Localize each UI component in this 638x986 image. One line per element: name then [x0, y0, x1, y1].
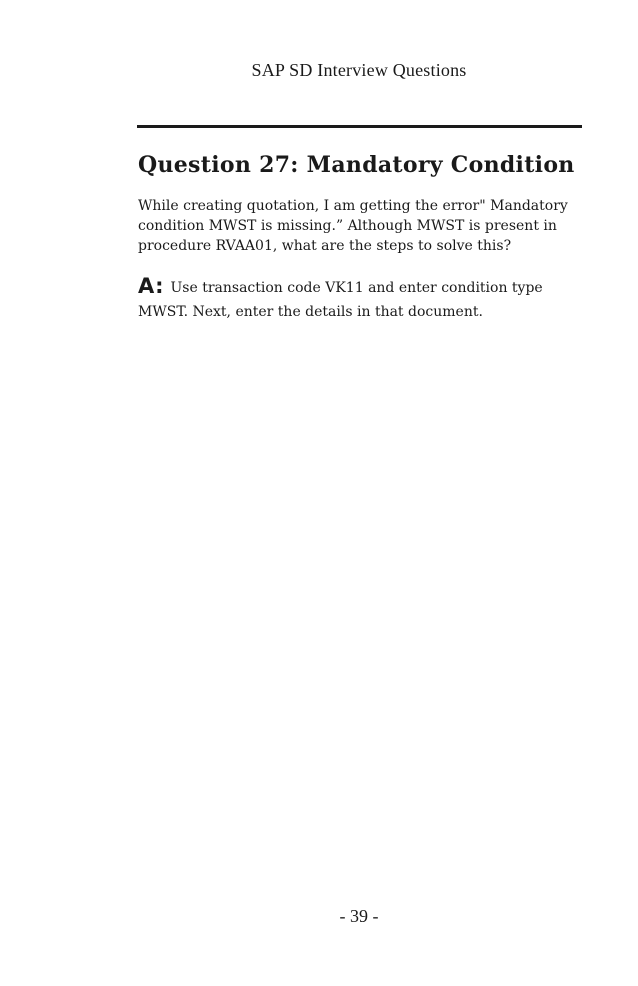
answer-paragraph: [138, 274, 578, 324]
header-divider: [137, 125, 582, 128]
question-section: [138, 150, 578, 324]
question-heading: Question 27: Mandatory Condition: [138, 152, 575, 178]
question-text: While creating quotation, I am getting the error" Mandatory condition MWST is missing.” Although MWST is present in procedure RVAA01, what are the steps to solve this?: [138, 198, 568, 254]
running-header: SAP SD Interview Questions: [251, 60, 467, 80]
answer-text: Use transaction code VK11 and enter condition type MWST. Next, enter the details in that document.: [138, 280, 543, 320]
answer-label: A:: [138, 274, 165, 298]
page-number: - 39 -: [339, 906, 379, 926]
